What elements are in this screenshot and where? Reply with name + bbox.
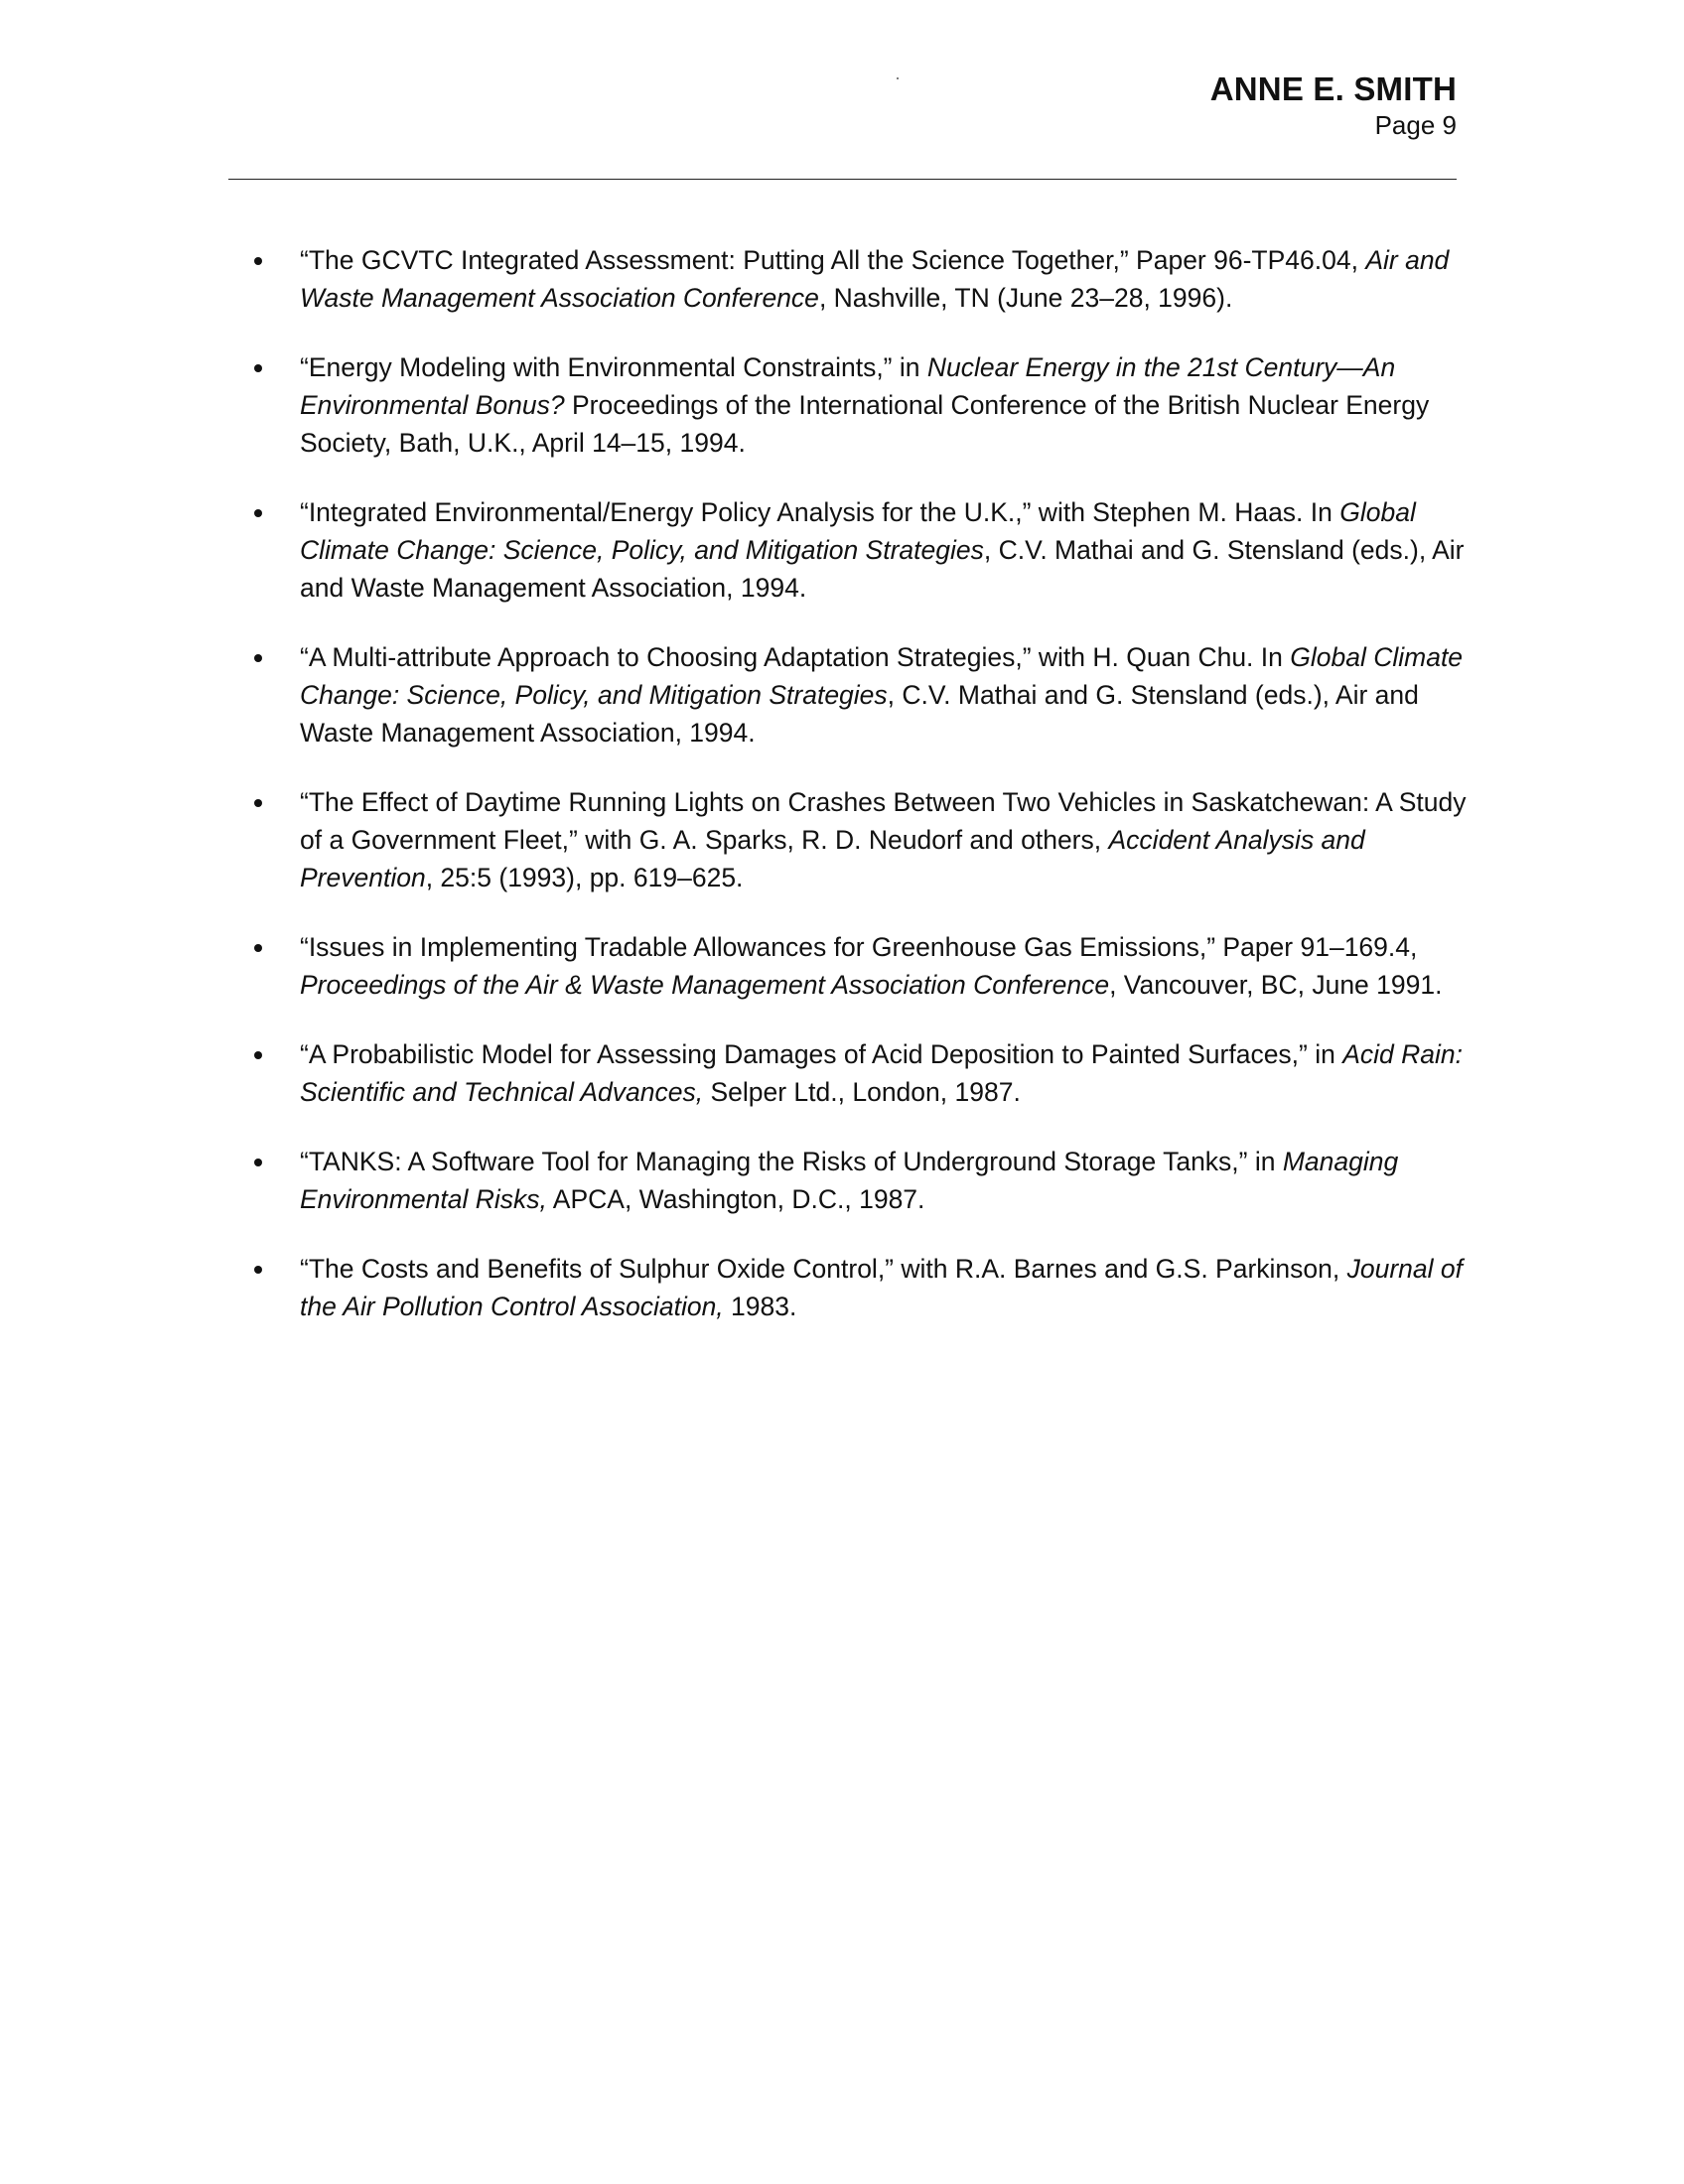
page-number: Page 9 <box>1374 110 1457 140</box>
entry-text: , C.V. Mathai and G. Stensland (eds.), Air and Waste Management Association, 1994. <box>300 535 1465 603</box>
entry-text: , Vancouver, BC, June 1991. <box>1109 970 1443 1000</box>
entry-text: “Issues in Implementing Tradable Allowances for Greenhouse Gas Emissions,” Paper 91–169.4, <box>300 932 1418 962</box>
bullet-icon <box>254 799 262 807</box>
publication-entry <box>248 1035 1470 1111</box>
publication-entry <box>248 638 1470 751</box>
publication-title: Air and Waste Management Association Conference <box>300 245 1450 313</box>
publication-title: Acid Rain: Scientific and Technical Advances, <box>300 1039 1463 1107</box>
bullet-icon <box>254 1266 262 1274</box>
publication-title: Journal of the Air Pollution Control Association, <box>300 1254 1463 1321</box>
publication-entry <box>248 783 1470 896</box>
entry-text: Proceedings of the International Conference of the British Nuclear Energy Society, Bath, U.K., April 14–15, 1994. <box>300 390 1430 458</box>
publication-entry <box>248 348 1470 462</box>
publication-entry <box>248 928 1470 1004</box>
publication-entry <box>248 493 1470 607</box>
header-divider <box>228 179 1457 180</box>
publication-title: Global Climate Change: Science, Policy, and Mitigation Strategies <box>300 497 1416 565</box>
publication-title: Global Climate Change: Science, Policy, and Mitigation Strategies <box>300 642 1464 710</box>
publication-title: Managing Environmental Risks, <box>300 1147 1399 1214</box>
publication-title: Accident Analysis and Prevention <box>300 825 1365 892</box>
publication-title: Proceedings of the Air & Waste Management Association Conference <box>300 970 1110 1000</box>
publication-entry <box>248 1250 1470 1325</box>
bullet-icon <box>254 1159 262 1166</box>
entry-text: Selper Ltd., London, 1987. <box>703 1077 1021 1107</box>
bullet-icon <box>254 944 262 952</box>
entry-text: , C.V. Mathai and G. Stensland (eds.), Air and Waste Management Association, 1994. <box>300 680 1419 748</box>
entry-text: 1983. <box>723 1292 797 1321</box>
publication-title: Nuclear Energy in the 21st Century—An Environmental Bonus? <box>300 352 1396 420</box>
entry-text: “A Multi-attribute Approach to Choosing Adaptation Strategies,” with H. Quan Chu. In <box>300 642 1291 672</box>
publication-list <box>248 241 1470 1357</box>
page-header <box>1210 69 1457 141</box>
publication-entry <box>248 1143 1470 1218</box>
entry-text: , 25:5 (1993), pp. 619–625. <box>425 863 744 892</box>
entry-text: “A Probabilistic Model for Assessing Damages of Acid Deposition to Painted Surfaces,” in <box>300 1039 1343 1069</box>
entry-text: “TANKS: A Software Tool for Managing the Risks of Underground Storage Tanks,” in <box>300 1147 1283 1176</box>
bullet-icon <box>254 257 262 265</box>
bullet-icon <box>254 654 262 662</box>
bullet-icon <box>254 1051 262 1059</box>
scan-speck <box>897 77 899 79</box>
entry-text: “The Effect of Daytime Running Lights on Crashes Between Two Vehicles in Saskatchewan: A Study of a Government Fleet,” with G. A. Sparks, R. D. Neudorf and others, <box>300 787 1467 855</box>
entry-text: “Energy Modeling with Environmental Constraints,” in <box>300 352 927 382</box>
entry-text: “Integrated Environmental/Energy Policy Analysis for the U.K.,” with Stephen M. Haas. In <box>300 497 1340 527</box>
entry-text: “The GCVTC Integrated Assessment: Putting All the Science Together,” Paper 96-TP46.04, <box>300 245 1366 275</box>
bullet-icon <box>254 509 262 517</box>
author-name: ANNE E. SMITH <box>1209 70 1457 107</box>
bullet-icon <box>254 364 262 372</box>
publication-entry <box>248 241 1470 317</box>
entry-text: “The Costs and Benefits of Sulphur Oxide Control,” with R.A. Barnes and G.S. Parkinson, <box>300 1254 1347 1284</box>
entry-text: , Nashville, TN (June 23–28, 1996). <box>818 283 1233 313</box>
entry-text: APCA, Washington, D.C., 1987. <box>546 1184 925 1214</box>
